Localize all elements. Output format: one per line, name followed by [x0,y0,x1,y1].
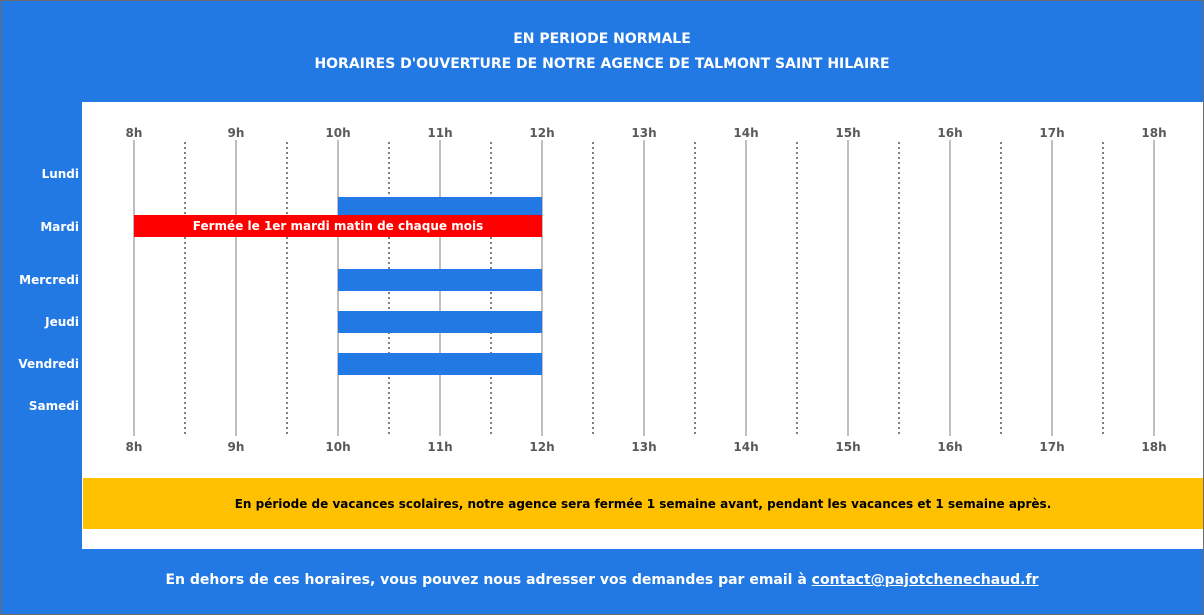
contact-email-link[interactable]: contact@pajotchenechaud.fr [811,572,1039,588]
hour-tick-bottom-15h: 15h [835,440,861,454]
hour-tick-bottom-12h: 12h [529,440,555,454]
hour-tick-bottom-14h: 14h [733,440,759,454]
header-band [1,1,1203,102]
hour-tick-top-16h: 16h [937,126,963,140]
period-title: EN PERIODE NORMALE [513,31,691,47]
hour-tick-top-14h: 14h [733,126,759,140]
day-label-mercredi: Mercredi [19,273,79,287]
schedule-title: HORAIRES D'OUVERTURE DE NOTRE AGENCE DE TALMONT SAINT HILAIRE [314,56,890,72]
hour-tick-top-9h: 9h [227,126,245,140]
hour-tick-bottom-11h: 11h [427,440,453,454]
hour-tick-top-11h: 11h [427,126,453,140]
hour-tick-bottom-13h: 13h [631,440,657,454]
contact-footer [1,572,1203,588]
hour-tick-bottom-9h: 9h [227,440,245,454]
hour-tick-top-13h: 13h [631,126,657,140]
hour-tick-bottom-8h: 8h [125,440,143,454]
vacation-notice-text: En période de vacances scolaires, notre agence sera fermée 1 semaine avant, pendant les vacances et 1 semaine après. [234,496,1052,511]
day-label-mardi: Mardi [40,220,79,234]
hour-tick-bottom-16h: 16h [937,440,963,454]
hour-tick-top-18h: 18h [1141,126,1167,140]
hour-tick-bottom-10h: 10h [325,440,351,454]
open-slot-mercredi [338,269,542,291]
open-slot-vendredi [338,353,542,375]
hour-tick-bottom-17h: 17h [1039,440,1065,454]
hour-tick-top-12h: 12h [529,126,555,140]
contact-footer-text: En dehors de ces horaires, vous pouvez nous adresser vos demandes par email à [165,572,812,588]
open-slot-jeudi [338,311,542,333]
vacation-notice [83,478,1203,529]
hour-tick-top-8h: 8h [125,126,143,140]
hour-tick-top-15h: 15h [835,126,861,140]
day-label-lundi: Lundi [41,167,79,181]
hour-tick-bottom-18h: 18h [1141,440,1167,454]
hour-tick-top-17h: 17h [1039,126,1065,140]
day-label-jeudi: Jeudi [45,315,79,329]
opening-hours-chart [1,102,1203,482]
closure-label: Fermée le 1er mardi matin de chaque mois [192,219,484,233]
day-label-samedi: Samedi [28,399,79,413]
day-label-vendredi: Vendredi [18,357,79,371]
hour-tick-top-10h: 10h [325,126,351,140]
